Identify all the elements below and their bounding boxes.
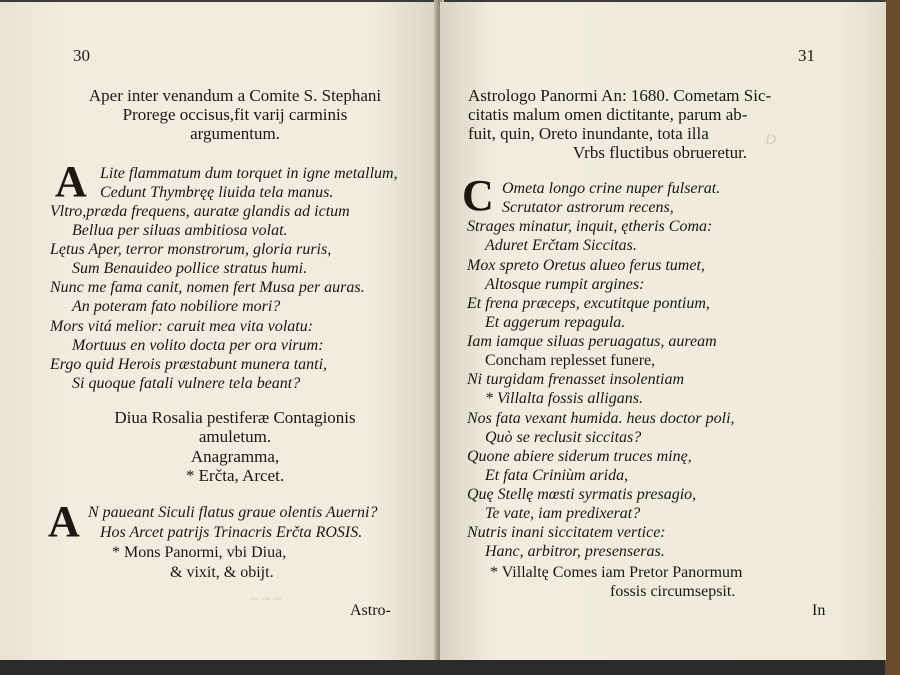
- book-binding-edge: [885, 0, 900, 675]
- intro-line: fuit, quin, Oreto inundante, tota illa: [468, 124, 709, 143]
- verse-line: Et fata Criniùm arida,: [485, 467, 629, 484]
- footnote-line: fossis circumsepsit.: [610, 583, 736, 600]
- verse-line: Cedunt Thymbręę liuida tela manus.: [100, 184, 334, 201]
- page-number: 30: [73, 46, 90, 65]
- verse-line: Quę Stellę mœsti syrmatis presagio,: [467, 486, 697, 503]
- verse-line: Sum Benauideo pollice stratus humi.: [72, 260, 308, 277]
- verse-line: Altosque rumpit argines:: [485, 276, 645, 293]
- verse-line: Nunc me fama canit, nomen fert Musa per auras.: [50, 279, 365, 296]
- verse-line: Lite flammatum dum torquet in igne metallum,: [100, 165, 398, 182]
- heading-line: Anagramma,: [190, 447, 280, 466]
- title-line: Aper inter venandum a Comite S. Stephani: [88, 86, 382, 105]
- intro-line: citatis malum omen dictitante, parum ab-: [468, 105, 748, 124]
- verse-line: Bellua per siluas ambitiosa volat.: [72, 222, 288, 239]
- verse-line: Te vate, iam predixerat?: [485, 505, 641, 522]
- verse-line: Vltro,præda frequens, auratæ glandis ad ictum: [50, 203, 350, 220]
- verse-line: N paueant Siculi flatus graue olentis Auerni?: [88, 504, 378, 521]
- verse-line: Iam iamque siluas peruagatus, auream: [467, 333, 717, 350]
- footnote-line: * Villaltę Comes iam Pretor Panormum: [490, 564, 743, 581]
- left-page: [0, 2, 438, 660]
- verse-line: Ergo quid Herois præstabunt munera tanti,: [50, 356, 328, 373]
- verse-line: Mors vitá melior: caruit mea vita volatu:: [50, 318, 314, 335]
- heading-line: amuletum.: [198, 427, 272, 446]
- heading-line: * Erčta, Arcet.: [185, 466, 285, 485]
- verse-line: Strages minatur, inquit, ętheris Coma:: [467, 218, 713, 235]
- footnote-line: * Mons Panormi, vbi Diua,: [112, 544, 287, 561]
- drop-cap: A: [48, 497, 80, 546]
- drop-cap: A: [55, 157, 87, 206]
- verse-line: Mortuus en volito docta per ora virum:: [72, 337, 324, 354]
- verse-line: Lętus Aper, terror monstrorum, gloria ruris,: [50, 241, 332, 258]
- verse-line: Si quoque fatali vulnere tela beant?: [72, 375, 301, 392]
- verse-line: Quone abiere siderum truces minę,: [467, 448, 692, 465]
- title-line: Prorege occisus,fit varij carminis: [122, 105, 348, 124]
- verse-line: Concham replesset funere,: [485, 352, 656, 369]
- bleed-through-text: D: [765, 132, 776, 148]
- page-number: 31: [798, 46, 815, 65]
- verse-line: Hanc, arbitror, presenseras.: [485, 543, 665, 560]
- verse-line: Nutris inani siccitatem vertice:: [467, 524, 666, 541]
- verse-line: Quò se reclusit siccitas?: [485, 429, 642, 446]
- verse-line: An poteram fato nobiliore mori?: [72, 298, 281, 315]
- verse-line: Hos Arcet patrijs Trinacris Erčta ROSIS.: [100, 524, 363, 541]
- verse-line: Et aggerum repagula.: [485, 314, 626, 331]
- verse-line: Mox spreto Oretus alueo ferus tumet,: [467, 257, 705, 274]
- bleed-through-text: ~ ~ ~: [250, 592, 282, 608]
- verse-line: * Villalta fossis alligans.: [485, 390, 643, 407]
- title-line: argumentum.: [190, 124, 280, 143]
- catchword: Astro-: [350, 602, 391, 619]
- intro-line: Vrbs fluctibus obrueretur.: [572, 143, 748, 162]
- drop-cap: C: [462, 171, 494, 220]
- verse-line: Et frena præceps, excutitque pontium,: [467, 295, 710, 312]
- verse-line: Ni turgidam frenasset insolentiam: [467, 371, 685, 388]
- footnote-line: & vixit, & obijt.: [170, 564, 274, 581]
- intro-line: Astrologo Panormi An: 1680. Cometam Sic-: [468, 86, 772, 105]
- verse-line: Aduret Erčtam Siccitas.: [485, 237, 637, 254]
- catchword: In: [812, 602, 826, 619]
- verse-line: Ometa longo crine nuper fulserat.: [502, 180, 721, 197]
- heading-line: Diua Rosalia pestiferæ Contagionis: [114, 408, 356, 427]
- verse-line: Nos fata vexant humida. heus doctor poli,: [467, 410, 735, 427]
- right-page: [440, 2, 886, 660]
- verse-line: Scrutator astrorum recens,: [502, 199, 674, 216]
